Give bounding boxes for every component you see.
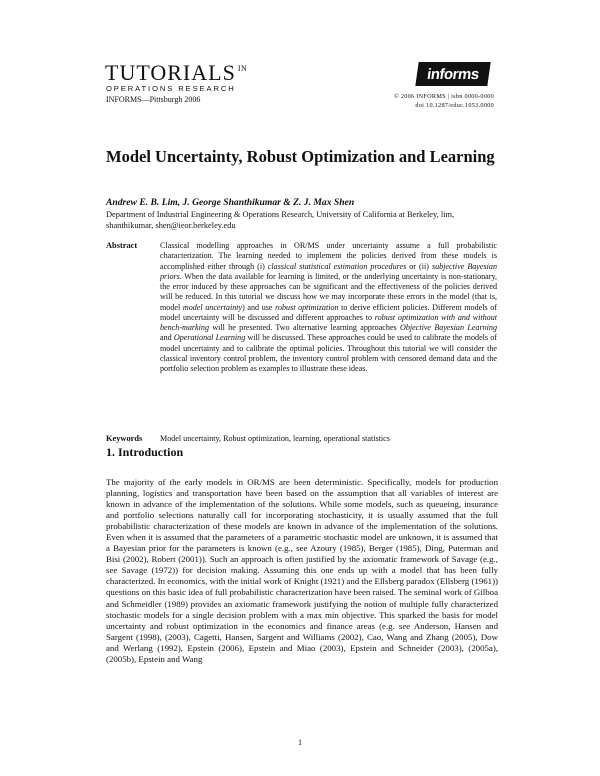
paper-title: Model Uncertainty, Robust Optimization and Learning <box>106 147 495 166</box>
informs-logo: informs <box>415 62 490 86</box>
conference-line: INFORMS—Pittsburgh 2006 <box>106 95 201 104</box>
section-title: 1. Introduction <box>106 445 184 459</box>
paper-authors: Andrew E. B. Lim, J. George Shanthikumar & Z. J. Max Shen <box>106 197 355 208</box>
abstract-body: Classical modelling approaches in OR/MS under uncertainty assume a full probabilistic characterization. The learning needed to implement the policies derived from these models is accomplished either through (i) classical statistical estimation procedures or (ii) subjective Bayesian priors. When the data available for learning is limited, or the underlying uncertainty is non-stationary, the error induced by these approaches can be significant and the effectiveness of the policies derived will be reduced. In this tutorial we discuss how we may incorporate these errors in the model (that is, model model uncertainty) and use robust optimization to derive efficient policies. Different models of model uncertainty will be discussed and different approaches to robust optimization with and without bench-marking will be presented. Two alternative learning approaches Objective Bayesian Learning and Operational Learning will be discussed. These approaches could be used to calibrate the models of model uncertainty and to calibrate the optimal policies. Throughout this tutorial we will consider the classical inventory control problem, the inventory control problem with censored demand data and the portfolio selection problem as examples to illustrate these ideas. <box>160 241 498 373</box>
copyright-line: © 2006 INFORMS | isbn 0000-0000 <box>394 93 494 100</box>
keywords-label: Keywords <box>106 434 143 443</box>
series-name: TUTORIALS <box>105 60 236 85</box>
abstract-label: Abstract <box>106 241 138 250</box>
series-subtitle: OPERATIONS RESEARCH <box>106 84 236 93</box>
page-number: 1 <box>298 738 302 747</box>
doi-line: doi 10.1287/educ.1053.0000 <box>415 102 494 109</box>
keywords-body: Model uncertainty, Robust optimization, learning, operational statistics <box>160 434 390 443</box>
copyright-block <box>394 92 494 110</box>
section-body: The majority of the early models in OR/MS are been deterministic. Specifically, models for production planning, logistics and transportation have been based on the assumption that all variables of interest are known in advance of the implementation of the solutions. While some models, such as queueing, insurance and portfolio selections naturally call for incorporating stochasticity, it is usually assumed that the full probabilistic characterization of these models are known in advance of the implementation of the solutions. Even when it is assumed that the parameters of a parametric stochastic model are unknown, it is assumed that a Bayesian prior for the parameters is known (e.g., see Azoury (1985), Berger (1985), Ding, Puterman and Bisi (2002), Robert (2001)). Such an approach is often justified by the axiomatic framework of Savage (e.g., see Savage (1972)) for decision making. Assuming this one ends up with a model that has been fully characterized. In economics, with the initial work of Knight (1921) and the Ellsberg paradox (Ellsberg (1961)) questions on this basic idea of full probabilistic characterization have been raised. The seminal work of Gilboa and Schmeidler (1989) provides an axiomatic framework justifying the notion of multiple fully characterized stochastic models for a single decision problem with a max min objective. This sparked the basis for model uncertainty and robust optimization in the economics and finance areas (e.g. see Anderson, Hansen and Sargent (1998), (2003), Cagetti, Hansen, Sargent and Williams (2002), Cao, Wang and Zhang (2005), Dow and Werlang (1992), Epstein (2006), Epstein and Miao (2003), Epstein and Schneider (2003), (2005a), (2005b), Epstein and Wang <box>106 477 498 664</box>
series-in: IN <box>237 64 248 73</box>
paper-affiliation: Department of Industrial Engineering & Operations Research, University of California at Berkeley, lim, shanthikumar, shen@ieor.berkeley.edu <box>106 210 455 230</box>
series-logo <box>105 60 247 86</box>
